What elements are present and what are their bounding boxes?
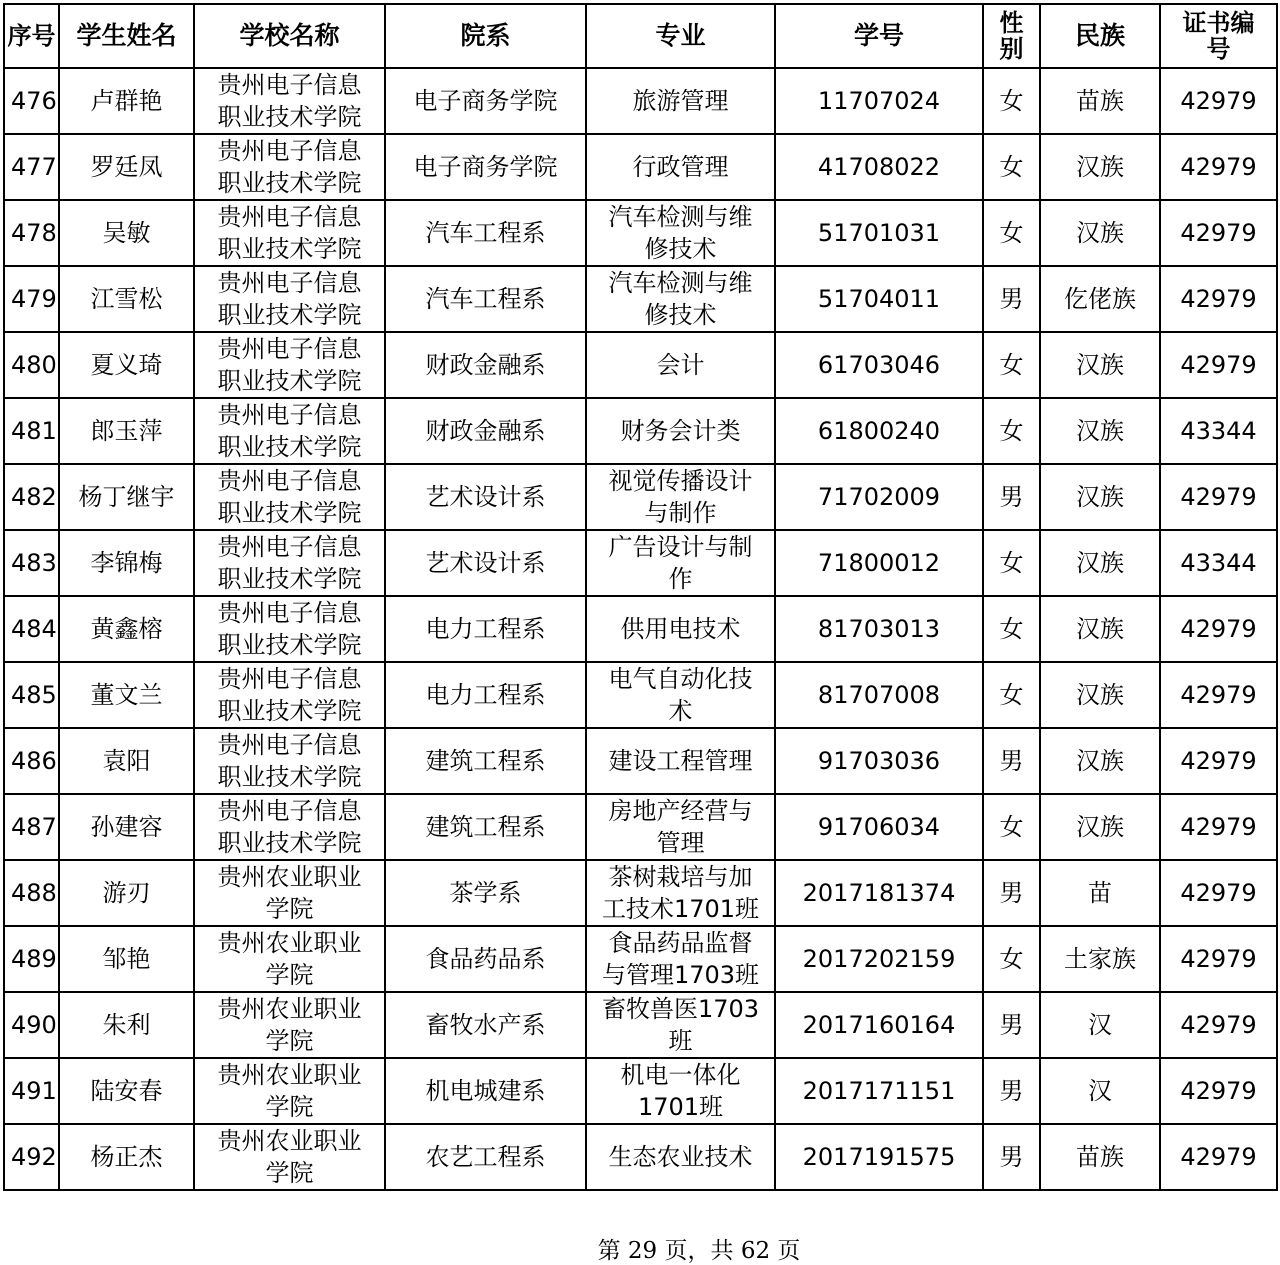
- cell-certificate-no: 42979: [1160, 1058, 1277, 1124]
- cell-department: 财政金融系: [385, 398, 586, 464]
- student-roster-table: [3, 3, 1278, 1191]
- header-col-certificate-no: 证书编号: [1160, 4, 1277, 68]
- cell-ethnicity: 汉族: [1040, 662, 1160, 728]
- cell-gender: 男: [983, 992, 1040, 1058]
- cell-student-id: 51704011: [775, 266, 983, 332]
- cell-department: 汽车工程系: [385, 266, 586, 332]
- cell-student-name: 罗廷凤: [59, 134, 194, 200]
- cell-gender: 女: [983, 134, 1040, 200]
- cell-student-name: 夏义琦: [59, 332, 194, 398]
- cell-certificate-no: 43344: [1160, 530, 1277, 596]
- cell-certificate-no: 42979: [1160, 68, 1277, 134]
- cell-index: 489: [4, 926, 59, 992]
- cell-ethnicity: 汉族: [1040, 596, 1160, 662]
- cell-major: 畜牧兽医1703班: [586, 992, 775, 1058]
- header-col-ethnicity: 民族: [1040, 4, 1160, 68]
- header-col-student-id: 学号: [775, 4, 983, 68]
- cell-certificate-no: 43344: [1160, 398, 1277, 464]
- cell-certificate-no: 42979: [1160, 1124, 1277, 1190]
- cell-department: 电子商务学院: [385, 134, 586, 200]
- cell-gender: 女: [983, 68, 1040, 134]
- cell-certificate-no: 42979: [1160, 266, 1277, 332]
- cell-ethnicity: 仡佬族: [1040, 266, 1160, 332]
- cell-major: 会计: [586, 332, 775, 398]
- cell-certificate-no: 42979: [1160, 794, 1277, 860]
- cell-major: 汽车检测与维修技术: [586, 200, 775, 266]
- cell-school: 贵州农业职业学院: [194, 860, 385, 926]
- cell-gender: 男: [983, 266, 1040, 332]
- cell-school: 贵州电子信息职业技术学院: [194, 728, 385, 794]
- cell-index: 479: [4, 266, 59, 332]
- cell-major: 房地产经营与管理: [586, 794, 775, 860]
- cell-department: 畜牧水产系: [385, 992, 586, 1058]
- cell-department: 电子商务学院: [385, 68, 586, 134]
- cell-school: 贵州电子信息职业技术学院: [194, 398, 385, 464]
- cell-student-id: 51701031: [775, 200, 983, 266]
- cell-index: 485: [4, 662, 59, 728]
- cell-major: 建设工程管理: [586, 728, 775, 794]
- cell-certificate-no: 42979: [1160, 134, 1277, 200]
- cell-school: 贵州电子信息职业技术学院: [194, 794, 385, 860]
- cell-school: 贵州农业职业学院: [194, 992, 385, 1058]
- cell-index: 486: [4, 728, 59, 794]
- table-row: [4, 992, 1277, 1058]
- table-row: [4, 596, 1277, 662]
- cell-gender: 女: [983, 530, 1040, 596]
- header-col-major: 专业: [586, 4, 775, 68]
- cell-gender: 女: [983, 398, 1040, 464]
- table-row: [4, 860, 1277, 926]
- table-row: [4, 398, 1277, 464]
- cell-ethnicity: 苗族: [1040, 1124, 1160, 1190]
- cell-major: 食品药品监督与管理1703班: [586, 926, 775, 992]
- cell-student-id: 81703013: [775, 596, 983, 662]
- cell-ethnicity: 汉族: [1040, 200, 1160, 266]
- table-row: [4, 728, 1277, 794]
- cell-major: 视觉传播设计与制作: [586, 464, 775, 530]
- cell-gender: 男: [983, 1124, 1040, 1190]
- cell-student-name: 郎玉萍: [59, 398, 194, 464]
- table-body: [4, 68, 1277, 1190]
- cell-ethnicity: 汉族: [1040, 398, 1160, 464]
- cell-department: 建筑工程系: [385, 728, 586, 794]
- cell-student-id: 91706034: [775, 794, 983, 860]
- cell-major: 茶树栽培与加工技术1701班: [586, 860, 775, 926]
- cell-ethnicity: 汉族: [1040, 794, 1160, 860]
- cell-student-name: 吴敏: [59, 200, 194, 266]
- cell-student-name: 邹艳: [59, 926, 194, 992]
- cell-department: 艺术设计系: [385, 530, 586, 596]
- cell-school: 贵州电子信息职业技术学院: [194, 134, 385, 200]
- table-row: [4, 68, 1277, 134]
- cell-student-name: 李锦梅: [59, 530, 194, 596]
- cell-school: 贵州电子信息职业技术学院: [194, 662, 385, 728]
- cell-index: 480: [4, 332, 59, 398]
- cell-school: 贵州电子信息职业技术学院: [194, 266, 385, 332]
- cell-ethnicity: 汉族: [1040, 332, 1160, 398]
- cell-school: 贵州电子信息职业技术学院: [194, 530, 385, 596]
- cell-major: 汽车检测与维修技术: [586, 266, 775, 332]
- cell-department: 食品药品系: [385, 926, 586, 992]
- cell-certificate-no: 42979: [1160, 464, 1277, 530]
- cell-ethnicity: 土家族: [1040, 926, 1160, 992]
- header-col-index: 序号: [4, 4, 59, 68]
- footer-total-unit: 页: [777, 1238, 801, 1264]
- cell-student-id: 2017181374: [775, 860, 983, 926]
- cell-school: 贵州农业职业学院: [194, 1058, 385, 1124]
- cell-ethnicity: 汉族: [1040, 530, 1160, 596]
- cell-student-id: 61800240: [775, 398, 983, 464]
- cell-school: 贵州电子信息职业技术学院: [194, 200, 385, 266]
- cell-major: 财务会计类: [586, 398, 775, 464]
- cell-gender: 男: [983, 1058, 1040, 1124]
- cell-ethnicity: 汉族: [1040, 464, 1160, 530]
- cell-gender: 男: [983, 728, 1040, 794]
- cell-department: 农艺工程系: [385, 1124, 586, 1190]
- table-row: [4, 1124, 1277, 1190]
- cell-ethnicity: 汉: [1040, 1058, 1160, 1124]
- table-row: [4, 200, 1277, 266]
- cell-gender: 女: [983, 662, 1040, 728]
- cell-certificate-no: 42979: [1160, 926, 1277, 992]
- table-row: [4, 134, 1277, 200]
- cell-student-id: 2017160164: [775, 992, 983, 1058]
- footer-page-label: 第: [597, 1238, 621, 1264]
- table-row: [4, 926, 1277, 992]
- cell-gender: 女: [983, 794, 1040, 860]
- cell-department: 建筑工程系: [385, 794, 586, 860]
- cell-gender: 女: [983, 200, 1040, 266]
- cell-ethnicity: 苗: [1040, 860, 1160, 926]
- cell-gender: 女: [983, 332, 1040, 398]
- cell-student-id: 81707008: [775, 662, 983, 728]
- cell-certificate-no: 42979: [1160, 728, 1277, 794]
- cell-student-id: 2017191575: [775, 1124, 983, 1190]
- cell-department: 电力工程系: [385, 662, 586, 728]
- cell-student-name: 江雪松: [59, 266, 194, 332]
- cell-index: 491: [4, 1058, 59, 1124]
- cell-student-id: 2017202159: [775, 926, 983, 992]
- footer-page-number: 29: [627, 1238, 658, 1264]
- cell-ethnicity: 汉族: [1040, 728, 1160, 794]
- cell-index: 487: [4, 794, 59, 860]
- cell-index: 483: [4, 530, 59, 596]
- cell-major: 生态农业技术: [586, 1124, 775, 1190]
- cell-certificate-no: 42979: [1160, 860, 1277, 926]
- cell-gender: 女: [983, 926, 1040, 992]
- cell-index: 488: [4, 860, 59, 926]
- table-row: [4, 332, 1277, 398]
- cell-gender: 女: [983, 596, 1040, 662]
- table-row: [4, 530, 1277, 596]
- cell-index: 492: [4, 1124, 59, 1190]
- cell-certificate-no: 42979: [1160, 992, 1277, 1058]
- cell-student-name: 杨丁继宇: [59, 464, 194, 530]
- cell-student-id: 61703046: [775, 332, 983, 398]
- cell-department: 艺术设计系: [385, 464, 586, 530]
- cell-index: 482: [4, 464, 59, 530]
- footer-total-pages: 62: [740, 1238, 771, 1264]
- cell-major: 电气自动化技术: [586, 662, 775, 728]
- cell-ethnicity: 汉族: [1040, 134, 1160, 200]
- table-row: [4, 1058, 1277, 1124]
- cell-student-id: 11707024: [775, 68, 983, 134]
- cell-school: 贵州电子信息职业技术学院: [194, 596, 385, 662]
- cell-major: 广告设计与制作: [586, 530, 775, 596]
- cell-department: 财政金融系: [385, 332, 586, 398]
- cell-student-id: 41708022: [775, 134, 983, 200]
- cell-student-id: 91703036: [775, 728, 983, 794]
- cell-department: 汽车工程系: [385, 200, 586, 266]
- cell-index: 481: [4, 398, 59, 464]
- page-footer: [0, 1232, 1280, 1265]
- cell-major: 机电一体化1701班: [586, 1058, 775, 1124]
- cell-ethnicity: 汉: [1040, 992, 1160, 1058]
- cell-certificate-no: 42979: [1160, 662, 1277, 728]
- cell-major: 供用电技术: [586, 596, 775, 662]
- cell-certificate-no: 42979: [1160, 332, 1277, 398]
- cell-school: 贵州电子信息职业技术学院: [194, 68, 385, 134]
- cell-department: 茶学系: [385, 860, 586, 926]
- cell-student-id: 2017171151: [775, 1058, 983, 1124]
- cell-department: 电力工程系: [385, 596, 586, 662]
- table-row: [4, 794, 1277, 860]
- cell-school: 贵州农业职业学院: [194, 926, 385, 992]
- cell-index: 476: [4, 68, 59, 134]
- cell-student-name: 游刃: [59, 860, 194, 926]
- cell-school: 贵州电子信息职业技术学院: [194, 464, 385, 530]
- header-col-department: 院系: [385, 4, 586, 68]
- table-header-row: [4, 4, 1277, 68]
- cell-student-name: 袁阳: [59, 728, 194, 794]
- cell-student-id: 71800012: [775, 530, 983, 596]
- cell-major: 旅游管理: [586, 68, 775, 134]
- cell-student-id: 71702009: [775, 464, 983, 530]
- footer-page-unit: 页，共: [664, 1238, 734, 1264]
- cell-certificate-no: 42979: [1160, 200, 1277, 266]
- cell-school: 贵州农业职业学院: [194, 1124, 385, 1190]
- cell-gender: 男: [983, 464, 1040, 530]
- cell-ethnicity: 苗族: [1040, 68, 1160, 134]
- table-row: [4, 662, 1277, 728]
- cell-student-name: 陆安春: [59, 1058, 194, 1124]
- table-row: [4, 464, 1277, 530]
- cell-student-name: 朱利: [59, 992, 194, 1058]
- header-col-school: 学校名称: [194, 4, 385, 68]
- cell-student-name: 黄鑫榕: [59, 596, 194, 662]
- header-col-gender: 性别: [983, 4, 1040, 68]
- cell-index: 477: [4, 134, 59, 200]
- cell-index: 478: [4, 200, 59, 266]
- cell-school: 贵州电子信息职业技术学院: [194, 332, 385, 398]
- cell-department: 机电城建系: [385, 1058, 586, 1124]
- table-row: [4, 266, 1277, 332]
- cell-index: 484: [4, 596, 59, 662]
- cell-student-name: 卢群艳: [59, 68, 194, 134]
- cell-student-name: 杨正杰: [59, 1124, 194, 1190]
- cell-index: 490: [4, 992, 59, 1058]
- cell-certificate-no: 42979: [1160, 596, 1277, 662]
- cell-major: 行政管理: [586, 134, 775, 200]
- cell-student-name: 董文兰: [59, 662, 194, 728]
- cell-gender: 男: [983, 860, 1040, 926]
- header-col-student-name: 学生姓名: [59, 4, 194, 68]
- cell-student-name: 孙建容: [59, 794, 194, 860]
